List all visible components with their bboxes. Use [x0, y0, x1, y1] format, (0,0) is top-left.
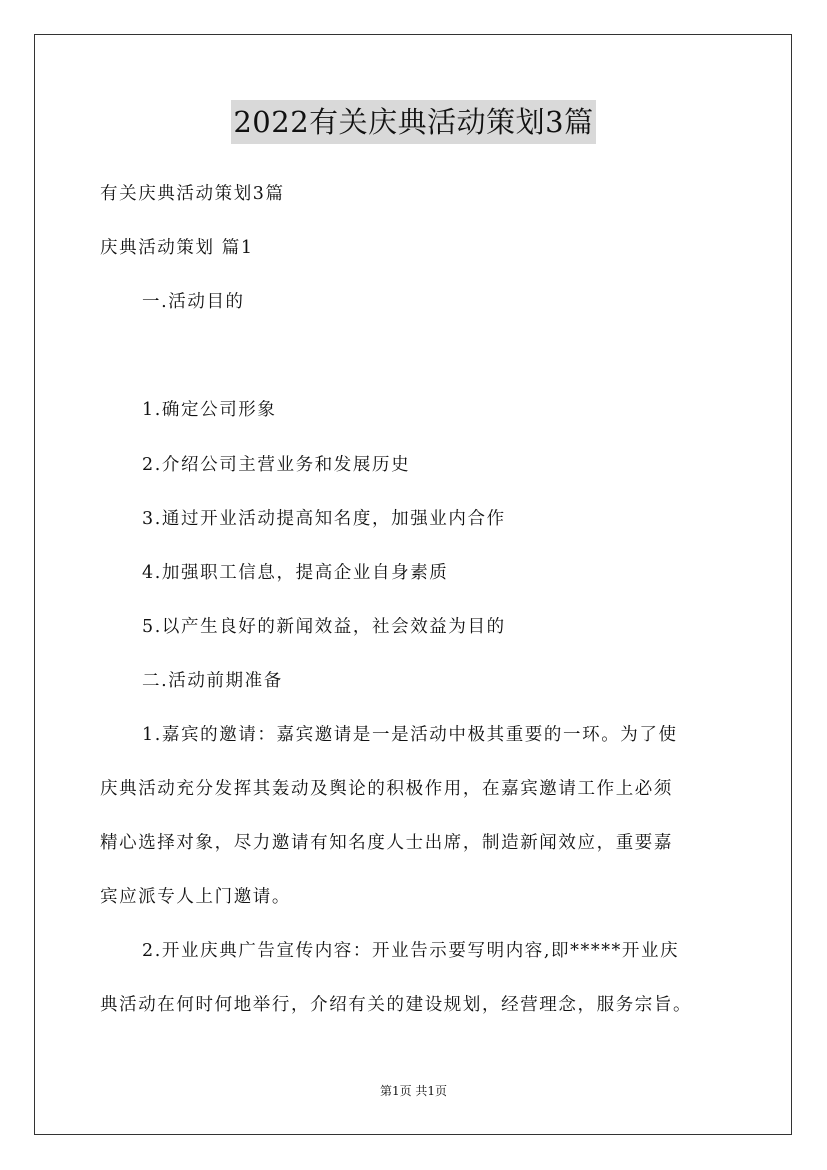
paragraph-guests-line-3: 精心选择对象，尽力邀请有知名度人士出席，制造新闻效应，重要嘉	[100, 833, 673, 853]
list-item-purpose-3: 3.通过开业活动提高知名度，加强业内合作	[142, 509, 506, 529]
heading-activity-purpose: 一.活动目的	[142, 292, 245, 312]
document-title	[0, 100, 827, 144]
list-item-purpose-1: 1.确定公司形象	[142, 400, 277, 420]
list-item-purpose-5: 5.以产生良好的新闻效益，社会效益为目的	[142, 617, 506, 637]
page-number-footer: 第1页 共1页	[379, 1084, 448, 1098]
paragraph-guests-line-4: 宾应派专人上门邀请。	[100, 887, 291, 907]
list-item-purpose-4: 4.加强职工信息，提高企业自身素质	[142, 563, 449, 583]
list-item-purpose-2: 2.介绍公司主营业务和发展历史	[142, 455, 411, 475]
paragraph-guests-line-2: 庆典活动充分发挥其轰动及舆论的积极作用，在嘉宾邀请工作上必须	[100, 779, 673, 799]
heading-preparation: 二.活动前期准备	[142, 671, 283, 691]
paragraph-guests-line-1: 1.嘉宾的邀请：嘉宾邀请是一是活动中极其重要的一环。为了使	[142, 725, 678, 745]
document-title-text: 2022有关庆典活动策划3篇	[231, 100, 595, 144]
paragraph-advertising-line-1: 2.开业庆典广告宣传内容：开业告示要写明内容,即*****开业庆	[142, 941, 680, 961]
section-heading: 庆典活动策划 篇1	[100, 238, 254, 258]
paragraph-advertising-line-2: 典活动在何时何地举行，介绍有关的建设规划，经营理念，服务宗旨。	[100, 995, 693, 1015]
document-subtitle: 有关庆典活动策划3篇	[100, 184, 285, 204]
